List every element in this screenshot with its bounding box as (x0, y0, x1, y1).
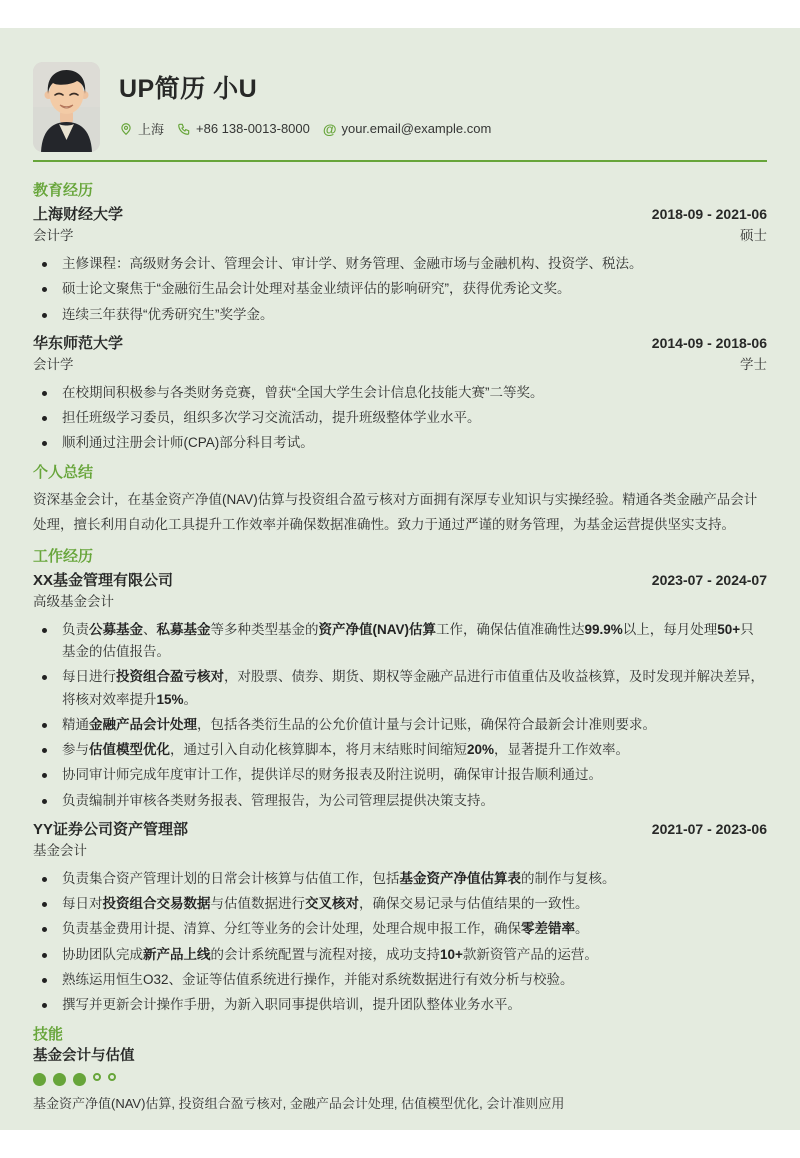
resume-page (0, 28, 800, 1130)
bullet-item (33, 790, 767, 812)
work-entry (33, 820, 767, 1017)
bullet-text: 与估值数据进行 (210, 896, 305, 912)
bullet-text: 负责集合资产管理计划的日常会计核算与估值工作，包括 (62, 870, 400, 886)
section-education (33, 181, 767, 455)
bullet-bold-text: 99.9% (584, 621, 623, 637)
skill-name: 基金会计与估值 (33, 1047, 135, 1064)
candidate-name: UP简历 小U (119, 75, 258, 103)
bullet-item (33, 382, 767, 404)
bullet-bold-text: 零差错率 (521, 921, 575, 937)
bullet-text: 负责 (62, 621, 89, 637)
phone-text: +86 138-0013-8000 (196, 121, 310, 136)
resume-header (33, 62, 767, 152)
bullet-text: 硕士论文聚焦于“金融衍生品会计处理对基金业绩评估的影响研究”，获得优秀论文奖。 (62, 281, 571, 297)
entry-subheader (33, 227, 767, 245)
section-summary (33, 463, 767, 537)
bullet-text: 参与 (62, 742, 89, 758)
map-pin-icon (119, 122, 133, 136)
bullet-bold-text: 私募基金 (156, 621, 211, 637)
bullet-text: 、 (143, 621, 157, 637)
bullet-item (33, 764, 767, 786)
education-org-name: 华东师范大学 (33, 334, 124, 352)
bullet-text: 的会计系统配置与流程对接，成功支持 (210, 946, 440, 962)
work-entries (33, 571, 767, 1017)
bullet-item (33, 969, 767, 991)
bullet-item (33, 278, 767, 300)
bullet-text: 以上，每月处理 (622, 621, 718, 637)
skill-dot-filled (33, 1073, 46, 1086)
education-date-range: 2014-09 - 2018-06 (651, 334, 767, 351)
work-sub-left: 基金会计 (33, 842, 87, 858)
bullet-item (33, 918, 767, 940)
bullet-text: 每日进行 (62, 669, 116, 685)
bullet-bold-text: 投资组合盈亏核对 (116, 669, 224, 685)
bullet-bold-text: 资产净值(NAV)估算 (318, 621, 436, 637)
bullet-bold-text: 50+ (717, 621, 741, 637)
work-org-name: YY证券公司资产管理部 (33, 820, 189, 838)
at-sign-icon: @ (322, 120, 337, 137)
bullet-text: ，通过引入自动化核算脚本，将月末结账时间缩短 (170, 742, 467, 758)
bullet-bold-text: 投资组合交易数据 (102, 896, 211, 912)
bullet-text: ，确保交易记录与估值结果的一致性。 (359, 896, 589, 912)
phone-icon (177, 122, 191, 136)
work-date-range: 2023-07 - 2024-07 (651, 571, 767, 588)
bullet-text: 。 (575, 921, 589, 937)
location-text: 上海 (138, 122, 165, 137)
bullet-bold-text: 20% (467, 742, 495, 758)
bullet-text: 工作，确保估值准确性达 (436, 621, 585, 637)
work-title: 工作经历 (33, 547, 94, 565)
skill-item (33, 1047, 767, 1113)
summary-title: 个人总结 (33, 463, 94, 481)
bullet-bold-text: 15% (156, 691, 184, 707)
summary-text: 资深基金会计，在基金资产净值(NAV)估算与投资组合盈亏核对方面拥有深厚专业知识与实操经验。精通各类金融产品会计处理，擅长利用自动化工具提升工作效率并确保数据准确性。致力于通过严谨的财务管理，为基金运营提供坚实支持。 (33, 491, 758, 532)
bullet-text: 精通 (62, 716, 89, 732)
bullet-bold-text: 10+ (440, 946, 463, 962)
bullet-bold-text: 估值模型优化 (89, 742, 170, 758)
education-sub-right: 学士 (740, 356, 767, 372)
bullet-item (33, 619, 767, 664)
bullet-item (33, 666, 767, 711)
section-work (33, 547, 767, 1017)
bullet-text: 在校期间积极参与各类财务竞赛，曾获“全国大学生会计信息化技能大赛”二等奖。 (62, 384, 544, 400)
bullet-item (33, 253, 767, 275)
bullet-list (33, 868, 767, 1017)
education-entries (33, 205, 767, 455)
bullet-item (33, 739, 767, 761)
education-sub-left: 会计学 (33, 228, 74, 243)
work-sub-left: 高级基金会计 (33, 593, 114, 609)
bullet-text: ，显著提升工作效率。 (494, 742, 630, 758)
work-org-name: XX基金管理有限公司 (33, 571, 174, 589)
entry-subheader (33, 593, 767, 611)
skill-dot-filled (73, 1073, 86, 1086)
header-divider (33, 160, 767, 162)
bullet-list (33, 382, 767, 455)
education-sub-left: 会计学 (33, 356, 74, 372)
skill-entries (33, 1047, 767, 1113)
bullet-item (33, 714, 767, 736)
bullet-text: 顺利通过注册会计师(CPA)部分科目考试。 (62, 435, 314, 451)
bullet-text: 协助团队完成 (62, 946, 143, 962)
bullet-list (33, 253, 767, 326)
avatar-illustration (33, 62, 100, 152)
bullet-text: ，对股票、债券、期货、期权等金融产品进行市值重估及收益核算，及时发现并解决差异，将核对效率提升 (62, 669, 764, 707)
bullet-text: 协同审计师完成年度审计工作，提供详尽的财务报表及附注说明，确保审计报告顺利通过。 (62, 767, 602, 783)
avatar (33, 62, 100, 152)
bullet-item (33, 407, 767, 429)
education-date-range: 2018-09 - 2021-06 (651, 206, 767, 222)
email-text: your.email@example.com (341, 121, 492, 136)
bullet-text: 等多种类型基金的 (210, 621, 319, 637)
bullet-bold-text: 新产品上线 (143, 946, 211, 962)
entry-header (33, 205, 767, 224)
bullet-bold-text: 基金资产净值估算表 (399, 870, 521, 886)
entry-subheader (33, 842, 767, 860)
education-entry (33, 205, 767, 326)
work-date-range: 2021-07 - 2023-06 (651, 820, 767, 837)
bullet-text: ，包括各类衍生品的公允价值计量与会计记账，确保符合最新会计准则要求。 (197, 716, 656, 732)
entry-subheader (33, 356, 767, 374)
bullet-text: 主修课程：高级财务会计、管理会计、审计学、财务管理、金融市场与金融机构、投资学、税法。 (62, 256, 643, 271)
header-info (119, 62, 491, 138)
contact-row (119, 119, 491, 138)
bullet-bold-text: 公募基金 (89, 621, 143, 637)
bullet-bold-text: 交叉核对 (305, 896, 359, 912)
bullet-bold-text: 金融产品会计处理 (89, 716, 197, 732)
skill-dot-filled (53, 1073, 66, 1086)
bullet-item (33, 432, 767, 454)
bullet-text: 熟练运用恒生O32、金证等估值系统进行操作，并能对系统数据进行有效分析与校验。 (62, 972, 574, 987)
education-title: 教育经历 (33, 182, 94, 199)
education-org-name: 上海财经大学 (33, 206, 124, 223)
skill-dot-empty (108, 1073, 116, 1081)
bullet-list (33, 619, 767, 812)
skill-detail: 基金资产净值(NAV)估算, 投资组合盈亏核对, 金融产品会计处理, 估值模型优化, 会计准则应用 (33, 1095, 565, 1111)
bullet-item (33, 944, 767, 966)
bullet-item (33, 893, 767, 915)
section-skills (33, 1025, 767, 1113)
bullet-text: 撰写并更新会计操作手册，为新入职同事提供培训，提升团队整体业务水平。 (62, 997, 521, 1013)
bullet-text: 担任班级学习委员，组织多次学习交流活动，提升班级整体学业水平。 (62, 410, 481, 426)
work-entry (33, 571, 767, 812)
education-entry (33, 334, 767, 455)
entry-header (33, 571, 767, 590)
bullet-item (33, 994, 767, 1016)
education-sub-right: 硕士 (740, 228, 767, 243)
bullet-text: 负责编制并审核各类财务报表、管理报告，为公司管理层提供决策支持。 (62, 792, 494, 808)
bullet-text: 。 (183, 691, 198, 707)
bullet-text: 连续三年获得“优秀研究生”奖学金。 (62, 306, 274, 322)
entry-header (33, 334, 767, 353)
bullet-text: 款新资管产品的运营。 (462, 946, 598, 962)
skill-dot-empty (93, 1073, 101, 1081)
skills-title: 技能 (33, 1025, 64, 1043)
bullet-item (33, 304, 767, 326)
skill-level-dots (33, 1073, 767, 1086)
bullet-item (33, 868, 767, 890)
bullet-text: 每日对 (62, 896, 103, 912)
bullet-text: 的制作与复核。 (521, 870, 616, 886)
bullet-text: 负责基金费用计提、清算、分红等业务的会计处理，处理合规申报工作，确保 (62, 921, 521, 937)
bullet-text: 只基金的估值报告。 (62, 621, 754, 660)
entry-header (33, 820, 767, 839)
